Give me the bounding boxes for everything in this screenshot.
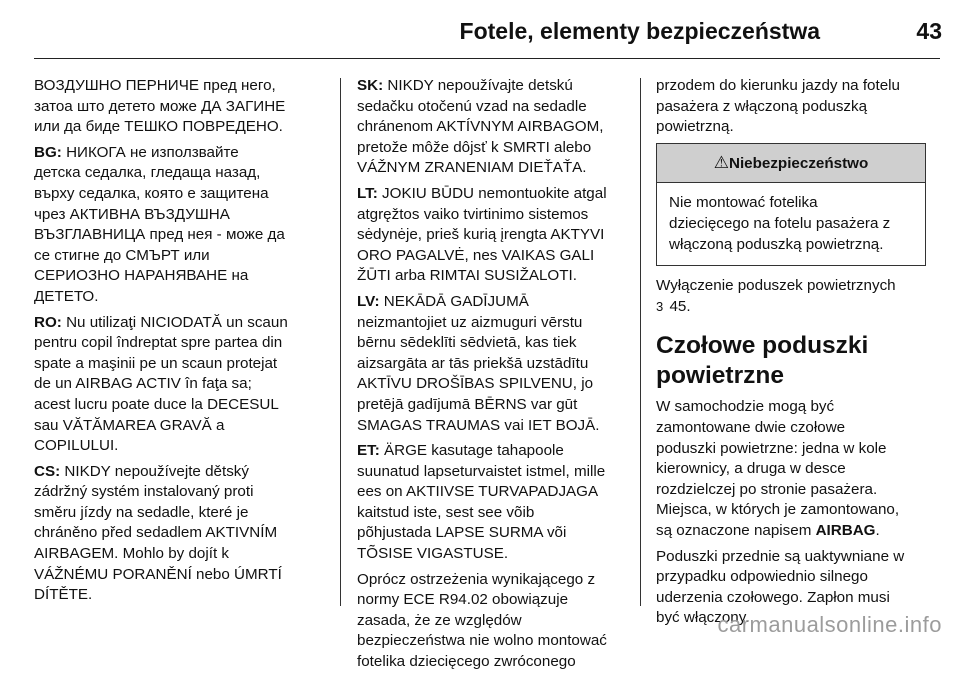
front-airbags-end: . xyxy=(875,521,880,539)
page-reference-arrow-icon: 3 xyxy=(656,298,664,314)
warning-triangle-icon: ⚠ xyxy=(713,152,729,172)
column-3 xyxy=(656,76,926,634)
lang-code-lv: LV: xyxy=(357,292,380,310)
warning-text-sk xyxy=(357,76,628,179)
text-cs: NIKDY nepoužívejte dětský zádržný systém instalovaný proti směru jízdy na sedadle, které je chráněno před sedadlem AKTIVNÍM AIRBAGEM. Mohlo by dojít k VÁŽNÉMU PORANĚNÍ nebo ÚMRTÍ DÍTĚTE. xyxy=(34,462,282,604)
watermark: carmanualsonline.info xyxy=(717,612,942,637)
danger-warning-header xyxy=(657,144,925,184)
page-header-title: Fotele, elementy bezpieczeństwa xyxy=(459,18,820,44)
warning-text-lv xyxy=(357,292,628,436)
header-divider xyxy=(34,58,940,59)
section-heading-front-airbags: Czołowe poduszki powietrzne xyxy=(656,332,869,390)
column-1 xyxy=(34,76,328,611)
front-airbags-text: W samochodzie mogą być zamontowane dwie czołowe poduszki powietrzne: jedna w kole kierownicy, a druga w desce rozdzielczej po stronie pasażera. Miejsca, w których je zamontowano, są oznaczone napisem xyxy=(656,398,900,539)
lang-code-ro: RO: xyxy=(34,313,62,331)
column-2 xyxy=(357,76,628,678)
warning-text-lt xyxy=(357,184,628,287)
paragraph-airbag-deactivation xyxy=(656,276,926,317)
lang-code-cs: CS: xyxy=(34,462,61,480)
page-number: 43 xyxy=(916,18,942,44)
paragraph-front-airbags xyxy=(656,397,926,541)
warning-text-bg xyxy=(34,143,328,308)
text-sk: NIKDY nepoužívajte detskú sedačku otočenú vzad na sedadle chránenom AKTÍVNYM AIRBAGOM, pretože môže dôjsť k SMRTI alebo VÁŽNYM ZRANENIAM DIEŤAŤA. xyxy=(357,77,604,177)
airbag-label: AIRBAG xyxy=(815,521,876,539)
text-et: ÄRGE kasutage tahapoole suunatud lapseturvaistet istmel, mille ees on AKTIIVSE TURVAPADJAGA kaitstud iste, sest see võib põhjustada LAPSE SURMA või TÕSISE VIGASTUSE. xyxy=(357,442,606,563)
lang-code-lt: LT: xyxy=(357,184,378,202)
paragraph-ece-note: Oprócz ostrzeżenia wynikającego z normy ECE R94.02 obowiązuje zasada, że ze względów bezpieczeństwa nie wolno montować fotelika dziecięcego zwróconego xyxy=(357,570,607,671)
paragraph-continued: przodem do kierunku jazdy na fotelu pasażera z włączoną poduszką powietrzną. xyxy=(656,77,900,136)
danger-warning-body: Nie montować fotelika dziecięcego na fotelu pasażera z włączoną poduszką powietrzną. xyxy=(669,194,891,253)
warning-text-et xyxy=(357,441,628,565)
lang-code-sk: SK: xyxy=(357,77,384,94)
warning-text-mk: ВОЗДУШНО ПЕРНИЧЕ пред него, затоа што детето може ДА ЗАГИНЕ или да биде ТЕШКО ПОВРЕДЕНО. xyxy=(34,77,286,136)
deactivation-text: Wyłączenie poduszek powietrznych xyxy=(656,277,896,295)
page-reference: 45. xyxy=(665,297,691,315)
lang-code-bg: BG: xyxy=(34,143,62,161)
warning-text-cs xyxy=(34,462,328,606)
lang-code-et: ET: xyxy=(357,442,380,460)
text-lt: JOKIU BŪDU nemontuokite atgal atgręžtos vaiko tvirtinimo sistemos sėdynėje, prieš kurią įrengta AKTYVI ORO PAGALVĖ, nes VAIKAS GALI ŽŪTI arba RIMTAI SUSIŽALOTI. xyxy=(357,184,607,285)
danger-warning-box xyxy=(656,143,926,266)
text-bg: НИКОГА не използвайте детска седалка, гледаща назад, върху седалка, която е защитена чрез АКТИВНА ВЪЗДУШНА ВЪЗГЛАВНИЦА пред нея - може да се стигне до СМЪРТ или СЕРИОЗНО НАРАНЯВАНЕ на ДЕТЕТО. xyxy=(34,143,285,305)
warning-text-ro xyxy=(34,313,328,457)
column-divider-2 xyxy=(640,78,641,606)
text-ro: Nu utilizaţi NICIODATĂ un scaun pentru copil îndreptat spre partea din spate a maşinii pe un scaun protejat de un AIRBAG ACTIV în faţa sa; acest lucru poate duce la DECESUL sau VĂTĂMAREA GRAVĂ a COPILULUI. xyxy=(34,313,288,455)
column-divider-1 xyxy=(340,78,341,606)
danger-warning-title: Niebezpieczeństwo xyxy=(728,154,869,172)
text-lv: NEKĀDĀ GADĪJUMĀ neizmantojiet uz aizmuguri vērstu bērnu sēdeklīti sēdvietā, kas tiek aizsargāta ar tās priekšā uzstādītu AKTĪVU DROŠĪBAS SPILVENU, jo pretējā gadījumā BĒRNS var gūt SMAGAS TRAUMAS vai IET BOJĀ. xyxy=(357,292,600,434)
paragraph-airbag-trigger: Poduszki przednie są uaktywniane w przypadku odpowiednio silnego uderzenia czołowego. Zapłon musi być włączony. xyxy=(656,547,905,627)
